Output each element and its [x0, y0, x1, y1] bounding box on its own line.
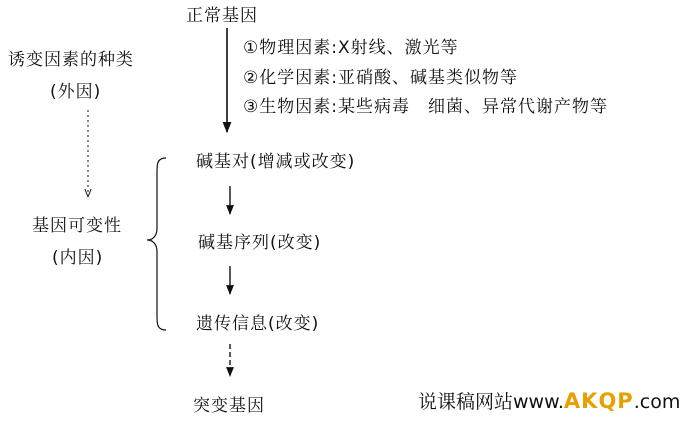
base-pair-change-label: 碱基对(增减或改变) [196, 152, 356, 172]
internal-cause-label: (内因) [52, 248, 104, 268]
base-sequence-change-label: 碱基序列(改变) [198, 233, 322, 253]
genetic-info-change-label: 遗传信息(改变) [196, 314, 320, 334]
gene-variability-label: 基因可变性 [32, 216, 122, 236]
watermark-brand: AKQP [563, 389, 634, 413]
normal-gene-label: 正常基因 [186, 6, 258, 26]
watermark-prefix: 说课稿网站www. [418, 391, 564, 413]
mutant-gene-label: 突变基因 [193, 396, 265, 416]
mutagen-types-label: 诱变因素的种类 [8, 50, 134, 70]
curly-brace [147, 158, 166, 330]
biological-factor-item: ③生物因素:某些病毒 细菌、异常代谢产物等 [243, 97, 608, 117]
physical-factor-item: ①物理因素:X射线、激光等 [243, 38, 459, 58]
chemical-factor-item: ②化学因素:亚硝酸、碱基类似物等 [243, 68, 518, 88]
external-cause-label: (外因) [50, 82, 102, 102]
watermark-suffix: .com [633, 391, 681, 413]
